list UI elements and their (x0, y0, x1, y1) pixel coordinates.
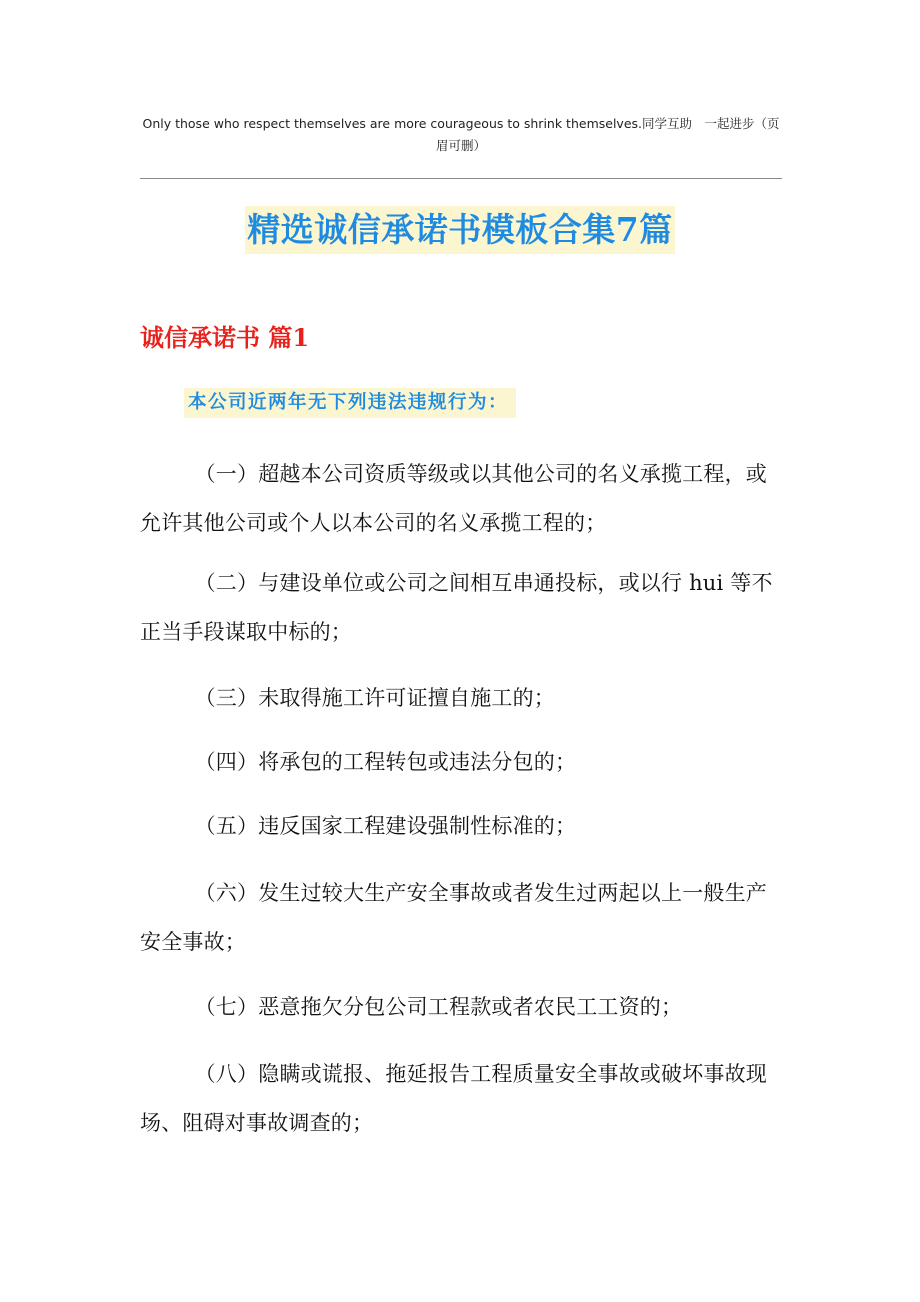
list-item: （一）超越本公司资质等级或以其他公司的名义承揽工程，或允许其他公司或个人以本公司的名义承揽工程的； (140, 462, 767, 535)
document-title-text: 精选诚信承诺书模板合集7篇 (245, 206, 674, 254)
list-item: （四）将承包的工程转包或违法分包的； (194, 750, 577, 774)
list-item: （七）恶意拖欠分包公司工程款或者农民工工资的； (194, 995, 683, 1019)
document-title (0, 206, 920, 254)
section-heading: 诚信承诺书 篇1 (140, 323, 310, 352)
list-item: （六）发生过较大生产安全事故或者发生过两起以上一般生产安全事故； (140, 881, 767, 954)
list-item: （五）违反国家工程建设强制性标准的； (194, 814, 577, 838)
header-divider (140, 178, 782, 179)
list-item: （三）未取得施工许可证擅自施工的； (194, 686, 555, 710)
list-item: （二）与建设单位或公司之间相互串通投标，或以行 hui 等不正当手段谋取中标的； (140, 571, 773, 644)
page-header-text: Only those who respect themselves are more courageous to shrink themselves.同学互助 一起进步（页眉可删） (142, 116, 780, 153)
section-lead (184, 388, 516, 418)
section-lead-text: 本公司近两年无下列违法违规行为： (184, 388, 516, 418)
list-item: （八）隐瞒或谎报、拖延报告工程质量安全事故或破坏事故现场、阻碍对事故调查的； (140, 1062, 767, 1135)
